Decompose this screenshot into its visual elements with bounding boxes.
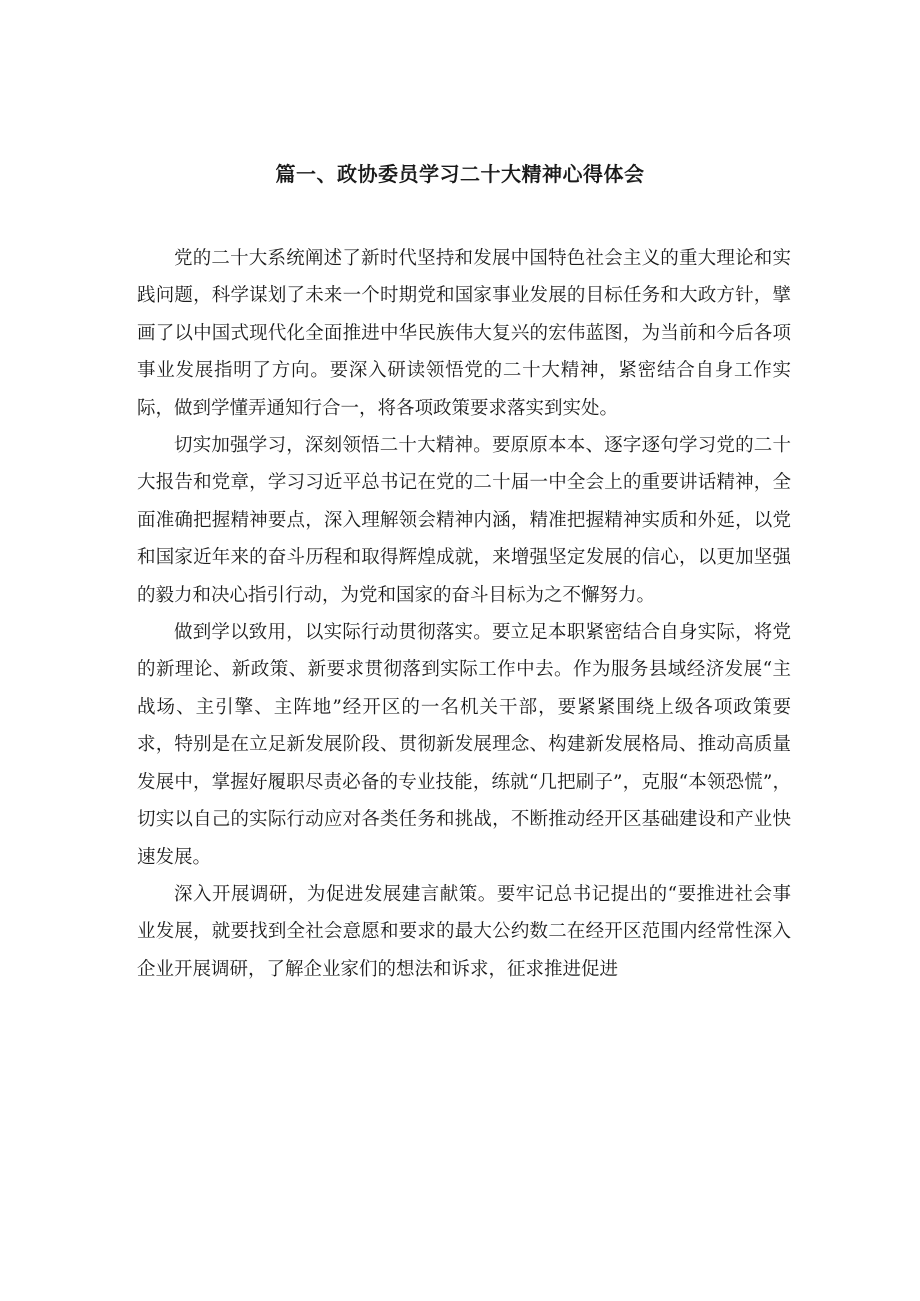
document-title: 篇一、政协委员学习二十大精神心得体会 — [275, 162, 645, 186]
document-body — [137, 240, 791, 988]
paragraph-3: 做到学以致用，以实际行动贯彻落实。要立足本职紧密结合自身实际，将党的新理论、新政策、新要求贯彻落到实际工作中去。作为服务县域经济发展“主战场、主引擎、主阵地”经开区的一名机关干部，要紧紧围绕上级各项政策要求，特别是在立足新发展阶段、贯彻新发展理念、构建新发展格局、推动高质量发展中，掌握好履职尽责必备的专业技能，练就“几把刷子”，克服“本领恐慌”，切实以自己的实际行动应对各类任务和挑战，不断推动经开区基础建设和产业快速发展。 — [137, 622, 791, 868]
paragraph-4: 深入开展调研，为促进发展建言献策。要牢记总书记提出的“要推进社会事业发展，就要找到全社会意愿和要求的最大公约数二在经开区范围内经常性深入企业开展调研，了解企业家们的想法和诉求，征求推进促进 — [137, 883, 791, 980]
paragraph-2: 切实加强学习，深刻领悟二十大精神。要原原本本、逐字逐句学习党的二十大报告和党章，学习习近平总书记在党的二十届一中全会上的重要讲话精神，全面准确把握精神要点，深入理解领会精神内涵，精准把握精神实质和外延，以党和国家近年来的奋斗历程和取得辉煌成就，来增强坚定发展的信心，以更加坚强的毅力和决心指引行动，为党和国家的奋斗目标为之不懈努力。 — [137, 435, 791, 606]
paragraph-1: 党的二十大系统阐述了新时代坚持和发展中国特色社会主义的重大理论和实践问题，科学谋划了未来一个时期党和国家事业发展的目标任务和大政方针，擘画了以中国式现代化全面推进中华民族伟大复兴的宏伟蓝图，为当前和今后各项事业发展指明了方向。要深入研读领悟党的二十大精神，紧密结合自身工作实际，做到学懂弄通知行合一，将各项政策要求落实到实处。 — [137, 248, 791, 419]
